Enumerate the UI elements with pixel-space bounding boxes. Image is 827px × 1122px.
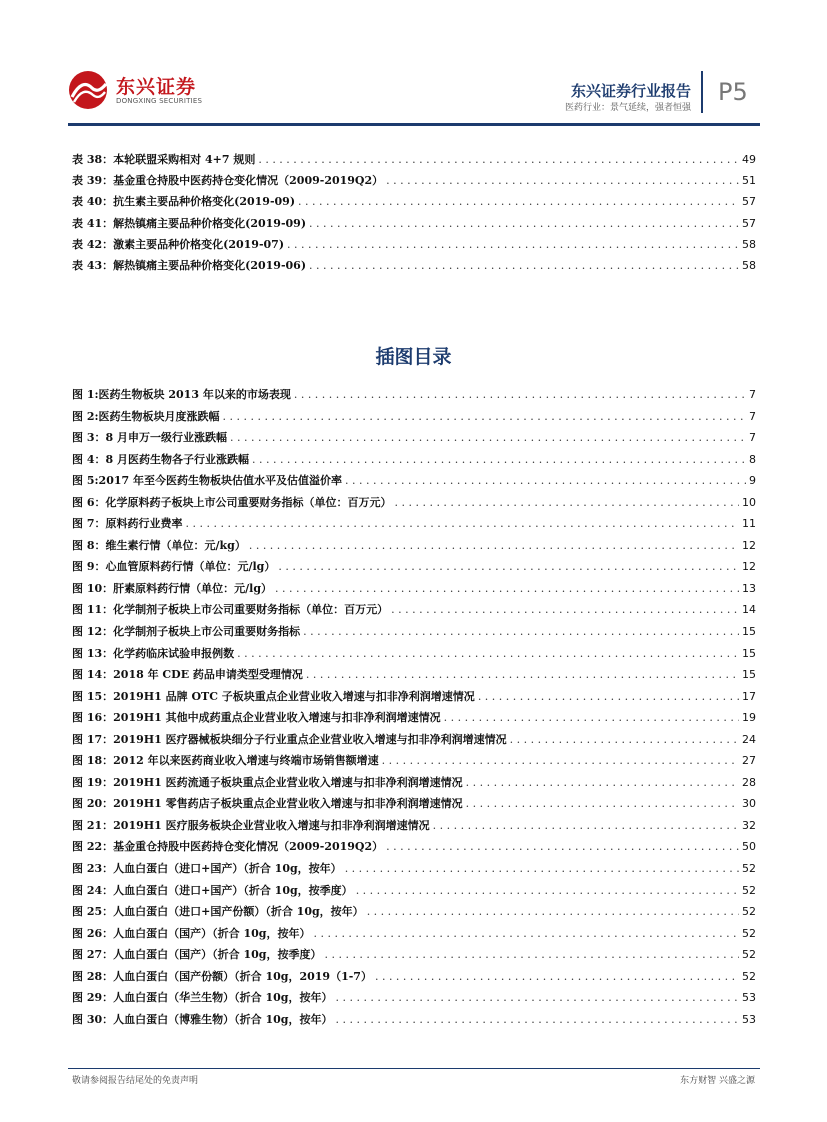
toc-entry-label: 图 2:医药生物板块月度涨跌幅 bbox=[72, 409, 220, 423]
toc-leader-dots bbox=[309, 259, 739, 273]
toc-entry-label: 图 27：人血白蛋白（国产）（折合 10g，按季度） bbox=[72, 948, 322, 962]
header-divider bbox=[701, 71, 703, 113]
toc-entry-label: 图 3：8 月申万一级行业涨跌幅 bbox=[72, 431, 227, 445]
toc-entry-label: 图 6：化学原料药子板块上市公司重要财务指标（单位：百万元） bbox=[72, 495, 392, 509]
toc-entry-label: 图 14：2018 年 CDE 药品申请类型受理情况 bbox=[72, 668, 303, 682]
toc-entry-page: 7 bbox=[749, 431, 756, 445]
toc-entry-label: 表 42：激素主要品种价格变化(2019-07) bbox=[72, 237, 285, 251]
toc-entry-label: 图 28：人血白蛋白（国产份额）（折合 10g，2019（1-7） bbox=[72, 969, 372, 983]
toc-leader-dots bbox=[223, 410, 746, 424]
toc-leader-dots bbox=[258, 153, 739, 167]
page-header bbox=[0, 0, 827, 128]
toc-entry-label: 图 23：人血白蛋白（进口+国产）（折合 10g，按年） bbox=[72, 862, 342, 876]
toc-entry-label: 图 16：2019H1 其他中成药重点企业营业收入增速与扣非净利润增速情况 bbox=[72, 711, 441, 725]
toc-entry-page: 53 bbox=[742, 991, 756, 1005]
toc-entry-label: 图 30：人血白蛋白（博雅生物）（折合 10g，按年） bbox=[72, 1012, 333, 1026]
toc-entry[interactable] bbox=[72, 388, 756, 410]
toc-entry[interactable] bbox=[72, 560, 756, 582]
toc-entry-label: 图 8：维生素行情（单位：元/kg） bbox=[72, 538, 246, 552]
page-number: P5 bbox=[718, 78, 748, 106]
toc-entry-page: 58 bbox=[742, 258, 756, 272]
footer-slogan: 东方财智 兴盛之源 bbox=[680, 1076, 755, 1086]
toc-entry[interactable] bbox=[72, 625, 756, 647]
toc-entry-page: 52 bbox=[742, 883, 756, 897]
report-subtitle: 医药行业：景气延续，强者恒强 bbox=[564, 103, 691, 113]
toc-leader-dots bbox=[324, 948, 739, 962]
logo-chinese-name: 东兴证券 bbox=[116, 76, 197, 98]
toc-entry-label: 图 17：2019H1 医疗器械板块细分子行业重点企业营业收入增速与扣非净利润增速情况 bbox=[72, 732, 507, 746]
toc-entry[interactable] bbox=[72, 690, 756, 712]
footer-rule bbox=[68, 1068, 760, 1069]
toc-leader-dots bbox=[391, 603, 739, 617]
toc-entry-page: 15 bbox=[742, 668, 756, 682]
toc-entry-page: 15 bbox=[742, 625, 756, 639]
toc-entry-page: 57 bbox=[742, 195, 756, 209]
toc-leader-dots bbox=[478, 690, 739, 704]
toc-leader-dots bbox=[230, 431, 746, 445]
toc-entry-page: 52 bbox=[742, 862, 756, 876]
toc-entry[interactable] bbox=[72, 195, 756, 216]
toc-entry-label: 图 11：化学制剂子板块上市公司重要财务指标（单位：百万元） bbox=[72, 603, 389, 617]
toc-entry[interactable] bbox=[72, 819, 756, 841]
toc-leader-dots bbox=[278, 560, 739, 574]
toc-entry-page: 17 bbox=[742, 689, 756, 703]
toc-entry[interactable] bbox=[72, 647, 756, 669]
toc-entry[interactable] bbox=[72, 970, 756, 992]
figures-toc bbox=[72, 388, 756, 1034]
toc-entry[interactable] bbox=[72, 539, 756, 561]
toc-leader-dots bbox=[466, 797, 739, 811]
toc-entry-label: 表 41：解热镇痛主要品种价格变化(2019-09) bbox=[72, 216, 307, 230]
toc-entry[interactable] bbox=[72, 474, 756, 496]
toc-leader-dots bbox=[335, 1013, 739, 1027]
toc-leader-dots bbox=[309, 217, 739, 231]
toc-entry-label: 图 22：基金重仓持股中医药持仓变化情况（2009-2019Q2） bbox=[72, 840, 384, 854]
toc-entry-label: 图 1:医药生物板块 2013 年以来的市场表现 bbox=[72, 388, 291, 401]
toc-leader-dots bbox=[356, 884, 739, 898]
toc-entry-label: 表 38：本轮联盟采购相对 4+7 规则 bbox=[72, 153, 256, 166]
toc-entry-page: 13 bbox=[742, 581, 756, 595]
toc-entry[interactable] bbox=[72, 603, 756, 625]
toc-entry-page: 8 bbox=[749, 452, 756, 466]
report-title: 东兴证券行业报告 bbox=[570, 82, 691, 100]
toc-entry-page: 53 bbox=[742, 1012, 756, 1026]
toc-entry-label: 图 10：肝素原料药行情（单位：元/lg） bbox=[72, 581, 273, 595]
toc-entry-label: 表 39：基金重仓持股中医药持仓变化情况（2009-2019Q2） bbox=[72, 174, 384, 188]
toc-entry[interactable] bbox=[72, 991, 756, 1013]
toc-leader-dots bbox=[303, 625, 739, 639]
toc-entry-label: 图 13：化学药临床试验申报例数 bbox=[72, 646, 235, 660]
toc-entry-page: 28 bbox=[742, 775, 756, 789]
toc-entry[interactable] bbox=[72, 948, 756, 970]
toc-entry[interactable] bbox=[72, 174, 756, 195]
toc-entry[interactable] bbox=[72, 217, 756, 238]
toc-entry[interactable] bbox=[72, 517, 756, 539]
toc-entry[interactable] bbox=[72, 259, 756, 280]
figures-toc-title: 插图目录 bbox=[375, 346, 452, 368]
toc-entry-label: 表 40：抗生素主要品种价格变化(2019-09) bbox=[72, 195, 296, 209]
toc-entry-label: 图 21：2019H1 医疗服务板块企业营业收入增速与扣非净利润增速情况 bbox=[72, 818, 430, 832]
toc-entry-page: 14 bbox=[742, 603, 756, 617]
toc-entry-page: 50 bbox=[742, 840, 756, 854]
toc-entry[interactable] bbox=[72, 754, 756, 776]
toc-entry-page: 52 bbox=[742, 926, 756, 940]
toc-leader-dots bbox=[345, 862, 739, 876]
toc-leader-dots bbox=[313, 927, 739, 941]
toc-leader-dots bbox=[345, 474, 746, 488]
toc-entry[interactable] bbox=[72, 410, 756, 432]
toc-leader-dots bbox=[335, 991, 739, 1005]
toc-entry-label: 图 18：2012 年以来医药商业收入增速与终端市场销售额增速 bbox=[72, 754, 379, 768]
toc-entry[interactable] bbox=[72, 496, 756, 518]
toc-leader-dots bbox=[433, 819, 739, 833]
toc-entry-page: 52 bbox=[742, 948, 756, 962]
toc-entry-label: 图 4：8 月医药生物各子行业涨跌幅 bbox=[72, 452, 249, 466]
toc-leader-dots bbox=[275, 582, 739, 596]
toc-entry-label: 图 20：2019H1 零售药店子板块重点企业营业收入增速与扣非净利润增速情况 bbox=[72, 797, 463, 811]
company-logo bbox=[68, 70, 203, 110]
footer-disclaimer: 敬请参阅报告结尾处的免责声明 bbox=[72, 1076, 199, 1086]
toc-entry-page: 32 bbox=[742, 818, 756, 832]
toc-entry-page: 9 bbox=[749, 474, 756, 488]
toc-leader-dots bbox=[294, 388, 746, 402]
toc-entry[interactable] bbox=[72, 1013, 756, 1035]
toc-entry[interactable] bbox=[72, 862, 756, 884]
toc-entry-label: 图 5:2017 年至今医药生物板块估值水平及估值溢价率 bbox=[72, 474, 342, 488]
toc-entry-label: 图 12：化学制剂子板块上市公司重要财务指标 bbox=[72, 625, 301, 639]
toc-leader-dots bbox=[367, 905, 739, 919]
toc-leader-dots bbox=[382, 754, 739, 768]
toc-entry-page: 7 bbox=[749, 388, 756, 401]
toc-entry-page: 12 bbox=[742, 538, 756, 552]
toc-entry-page: 57 bbox=[742, 216, 756, 230]
toc-entry[interactable] bbox=[72, 776, 756, 798]
toc-entry[interactable] bbox=[72, 884, 756, 906]
toc-entry[interactable] bbox=[72, 431, 756, 453]
toc-entry[interactable] bbox=[72, 153, 756, 174]
toc-entry-label: 表 43：解热镇痛主要品种价格变化(2019-06) bbox=[72, 258, 307, 272]
toc-entry-page: 27 bbox=[742, 754, 756, 768]
toc-entry-label: 图 15：2019H1 品牌 OTC 子板块重点企业营业收入增速与扣非净利润增速情况 bbox=[72, 689, 475, 703]
toc-entry-label: 图 7：原料药行业费率 bbox=[72, 517, 183, 531]
toc-leader-dots bbox=[386, 174, 739, 188]
toc-leader-dots bbox=[252, 453, 746, 467]
toc-leader-dots bbox=[249, 539, 739, 553]
toc-leader-dots bbox=[386, 840, 739, 854]
toc-entry-label: 图 9：心血管原料药行情（单位：元/lg） bbox=[72, 560, 276, 574]
toc-entry-page: 24 bbox=[742, 732, 756, 746]
dongxing-logo-icon bbox=[68, 70, 110, 110]
toc-entry-page: 51 bbox=[742, 174, 756, 188]
toc-entry[interactable] bbox=[72, 711, 756, 733]
toc-leader-dots bbox=[298, 195, 739, 209]
toc-entry[interactable] bbox=[72, 582, 756, 604]
toc-entry-page: 58 bbox=[742, 237, 756, 251]
toc-entry-page: 10 bbox=[742, 495, 756, 509]
toc-leader-dots bbox=[237, 647, 739, 661]
toc-entry[interactable] bbox=[72, 905, 756, 927]
toc-entry-page: 11 bbox=[742, 517, 756, 531]
toc-entry[interactable] bbox=[72, 453, 756, 475]
toc-leader-dots bbox=[466, 776, 739, 790]
toc-entry[interactable] bbox=[72, 238, 756, 259]
toc-entry-page: 7 bbox=[749, 409, 756, 423]
toc-leader-dots bbox=[306, 668, 739, 682]
toc-entry-label: 图 24：人血白蛋白（进口+国产）（折合 10g，按季度） bbox=[72, 883, 353, 897]
toc-leader-dots bbox=[394, 496, 739, 510]
toc-entry-page: 19 bbox=[742, 711, 756, 725]
toc-entry[interactable] bbox=[72, 840, 756, 862]
toc-entry[interactable] bbox=[72, 668, 756, 690]
toc-entry[interactable] bbox=[72, 797, 756, 819]
toc-leader-dots bbox=[185, 517, 739, 531]
toc-entry[interactable] bbox=[72, 733, 756, 755]
toc-entry-label: 图 29：人血白蛋白（华兰生物）（折合 10g，按年） bbox=[72, 991, 333, 1005]
toc-entry-label: 图 19：2019H1 医药流通子板块重点企业营业收入增速与扣非净利润增速情况 bbox=[72, 775, 463, 789]
toc-entry-page: 49 bbox=[742, 153, 756, 166]
header-rule bbox=[68, 123, 760, 126]
toc-leader-dots bbox=[510, 733, 739, 747]
tables-toc bbox=[72, 153, 756, 280]
toc-entry-page: 52 bbox=[742, 969, 756, 983]
toc-leader-dots bbox=[287, 238, 739, 252]
logo-english-name: DONGXING SECURITIES bbox=[116, 97, 203, 105]
toc-entry-page: 52 bbox=[742, 905, 756, 919]
toc-entry-page: 12 bbox=[742, 560, 756, 574]
toc-entry-page: 15 bbox=[742, 646, 756, 660]
toc-entry[interactable] bbox=[72, 927, 756, 949]
toc-entry-page: 30 bbox=[742, 797, 756, 811]
toc-entry-label: 图 25：人血白蛋白（进口+国产份额）（折合 10g，按年） bbox=[72, 905, 364, 919]
toc-entry-label: 图 26：人血白蛋白（国产）（折合 10g，按年） bbox=[72, 926, 311, 940]
toc-leader-dots bbox=[444, 711, 739, 725]
toc-leader-dots bbox=[375, 970, 739, 984]
